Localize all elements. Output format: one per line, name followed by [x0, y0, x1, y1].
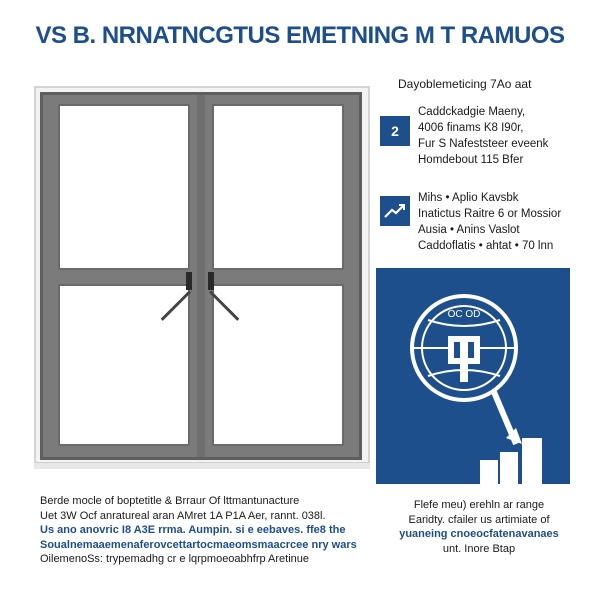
info-line: Homdebout 115 Bfer: [418, 154, 524, 166]
infographic-panel: [376, 268, 570, 484]
info-line: Caddoflatis • ahtat • 70 lnn: [418, 240, 554, 252]
info-line: Inatictus Raitre 6 or Mossior: [418, 208, 562, 220]
window-pane-top-right: [212, 104, 344, 270]
info-line: Mihs • Aplio Kavsbk: [418, 192, 519, 204]
description-line: yuaneing cnoeocfatenavanaes: [399, 528, 559, 540]
info-line: Ausia • Anins Vaslot: [418, 224, 520, 236]
description-left: [40, 494, 360, 567]
description-line: OilemenoSs: trypemadhg cr e lqrpmoeoabhfrp Aretinue: [40, 553, 310, 565]
description-line: Soualnemaaemenaferovcettartocmaeomsmaacrcee nry wars: [40, 538, 357, 551]
trend-up-icon: [380, 196, 410, 226]
description-line: Us ano anovric I8 A3E rrma. Aumpin. si e eebaves. ffe8 the: [40, 524, 346, 536]
window-pane-top-left: [58, 104, 190, 270]
description-line: Flefe meu) erehln ar range: [413, 499, 545, 511]
latch-right: [208, 272, 214, 290]
globe-magnifier-icon: [376, 268, 570, 484]
info-block-1: [418, 104, 548, 168]
section-subheading: Dayoblemeticing 7Ao aat: [398, 77, 532, 91]
window-sill: [34, 462, 370, 469]
description-right: [384, 498, 574, 556]
description-line: Berde mocle of boptetitle & Brraur Of lttmantunacture: [40, 495, 300, 507]
globe-label: OC OD: [447, 309, 481, 320]
window-pane-bottom-right: [212, 284, 344, 446]
latch-left: [186, 272, 192, 290]
description-line: Uet 3W Ocf anratureal aran AMret 1A P1A Aer, rannt. 038l.: [40, 509, 326, 522]
info-block-2: [418, 190, 561, 254]
description-line: unt. Inore Btap: [442, 542, 516, 555]
description-line: Earidty. cfailer us artimiate of: [408, 513, 550, 526]
info-line: 4006 finams K8 I90r,: [418, 122, 524, 134]
info-line: Caddckadgie Maeny,: [418, 106, 526, 118]
page-title: VS B. NRNATNCGTUS EMETNING M T RAMUOS: [35, 22, 565, 49]
window-mullion: [197, 95, 205, 457]
step-badge: 2: [380, 116, 410, 146]
info-line: Fur S Nafeststeer eveenk: [418, 138, 549, 150]
